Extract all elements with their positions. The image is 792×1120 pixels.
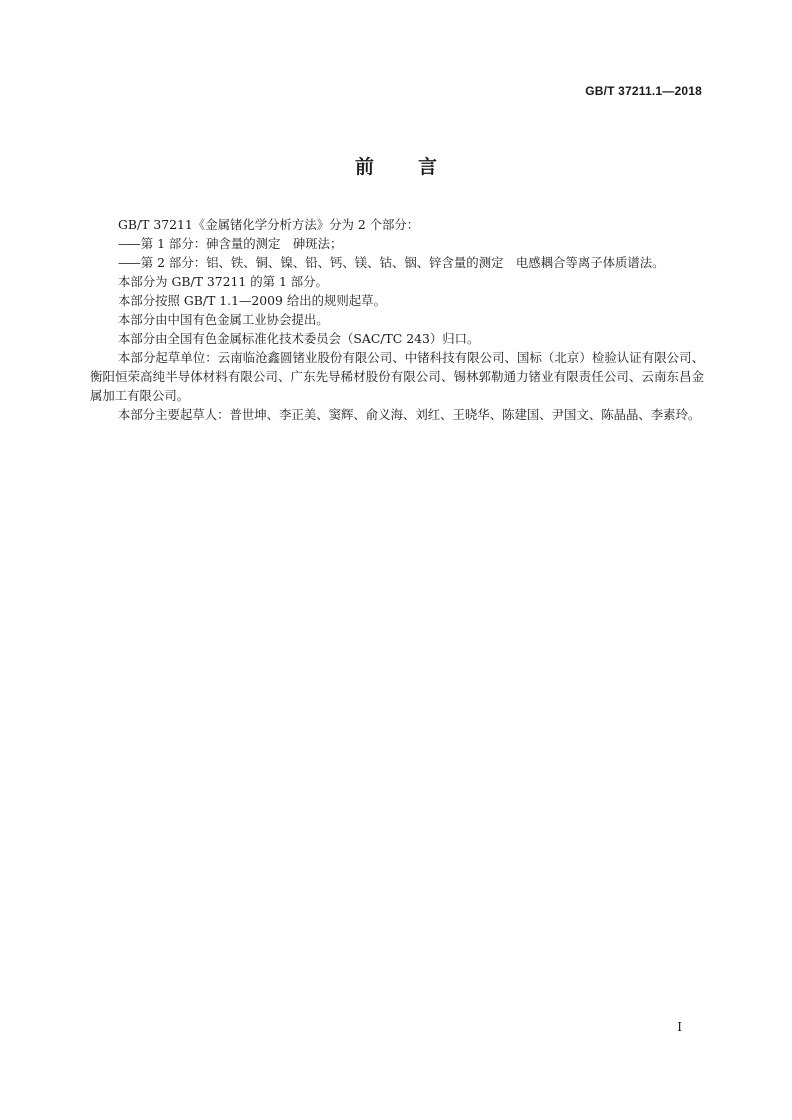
foreword-body <box>90 215 704 424</box>
paragraph-intro: GB/T 37211《金属锗化学分析方法》分为 2 个部分： <box>118 217 420 232</box>
paragraph-proposed-by: 本部分由中国有色金属工业协会提出。 <box>118 312 329 327</box>
list-item-part-1 <box>90 234 704 253</box>
paragraph-centralized-by: 本部分由全国有色金属标准化技术委员会（SAC/TC 243）归口。 <box>118 331 480 346</box>
paragraph-drafting-units: 本部分起草单位：云南临沧鑫圆锗业股份有限公司、中锗科技有限公司、国标（北京）检验认证有限公司、衡阳恒荣高纯半导体材料有限公司、广东先导稀材股份有限公司、锡林郭勒通力锗业有限责任公司、云南东昌金属加工有限公司。 <box>90 350 704 403</box>
page-number: I <box>677 1020 682 1034</box>
paragraph-drafting-rules: 本部分按照 GB/T 1.1—2009 给出的规则起草。 <box>118 293 386 308</box>
list-item-part-2 <box>90 253 704 272</box>
list-item-part-1-text: 第 1 部分：砷含量的测定 砷斑法； <box>140 236 343 251</box>
paragraph-part-statement: 本部分为 GB/T 37211 的第 1 部分。 <box>118 274 328 289</box>
list-item-part-2-text: 第 2 部分：铝、铁、铜、镍、铅、钙、镁、钴、铟、锌含量的测定 电感耦合等离子体质谱法。 <box>140 255 665 270</box>
page-title: 前言 <box>354 156 481 178</box>
standard-code: GB/T 37211.1—2018 <box>585 84 702 98</box>
dash-marker: —— <box>118 236 139 251</box>
paragraph-drafters: 本部分主要起草人：普世坤、李正美、窦辉、俞义海、刘红、王晓华、陈建国、尹国文、陈晶晶、李素玲。 <box>118 407 701 422</box>
dash-marker: —— <box>118 255 139 270</box>
